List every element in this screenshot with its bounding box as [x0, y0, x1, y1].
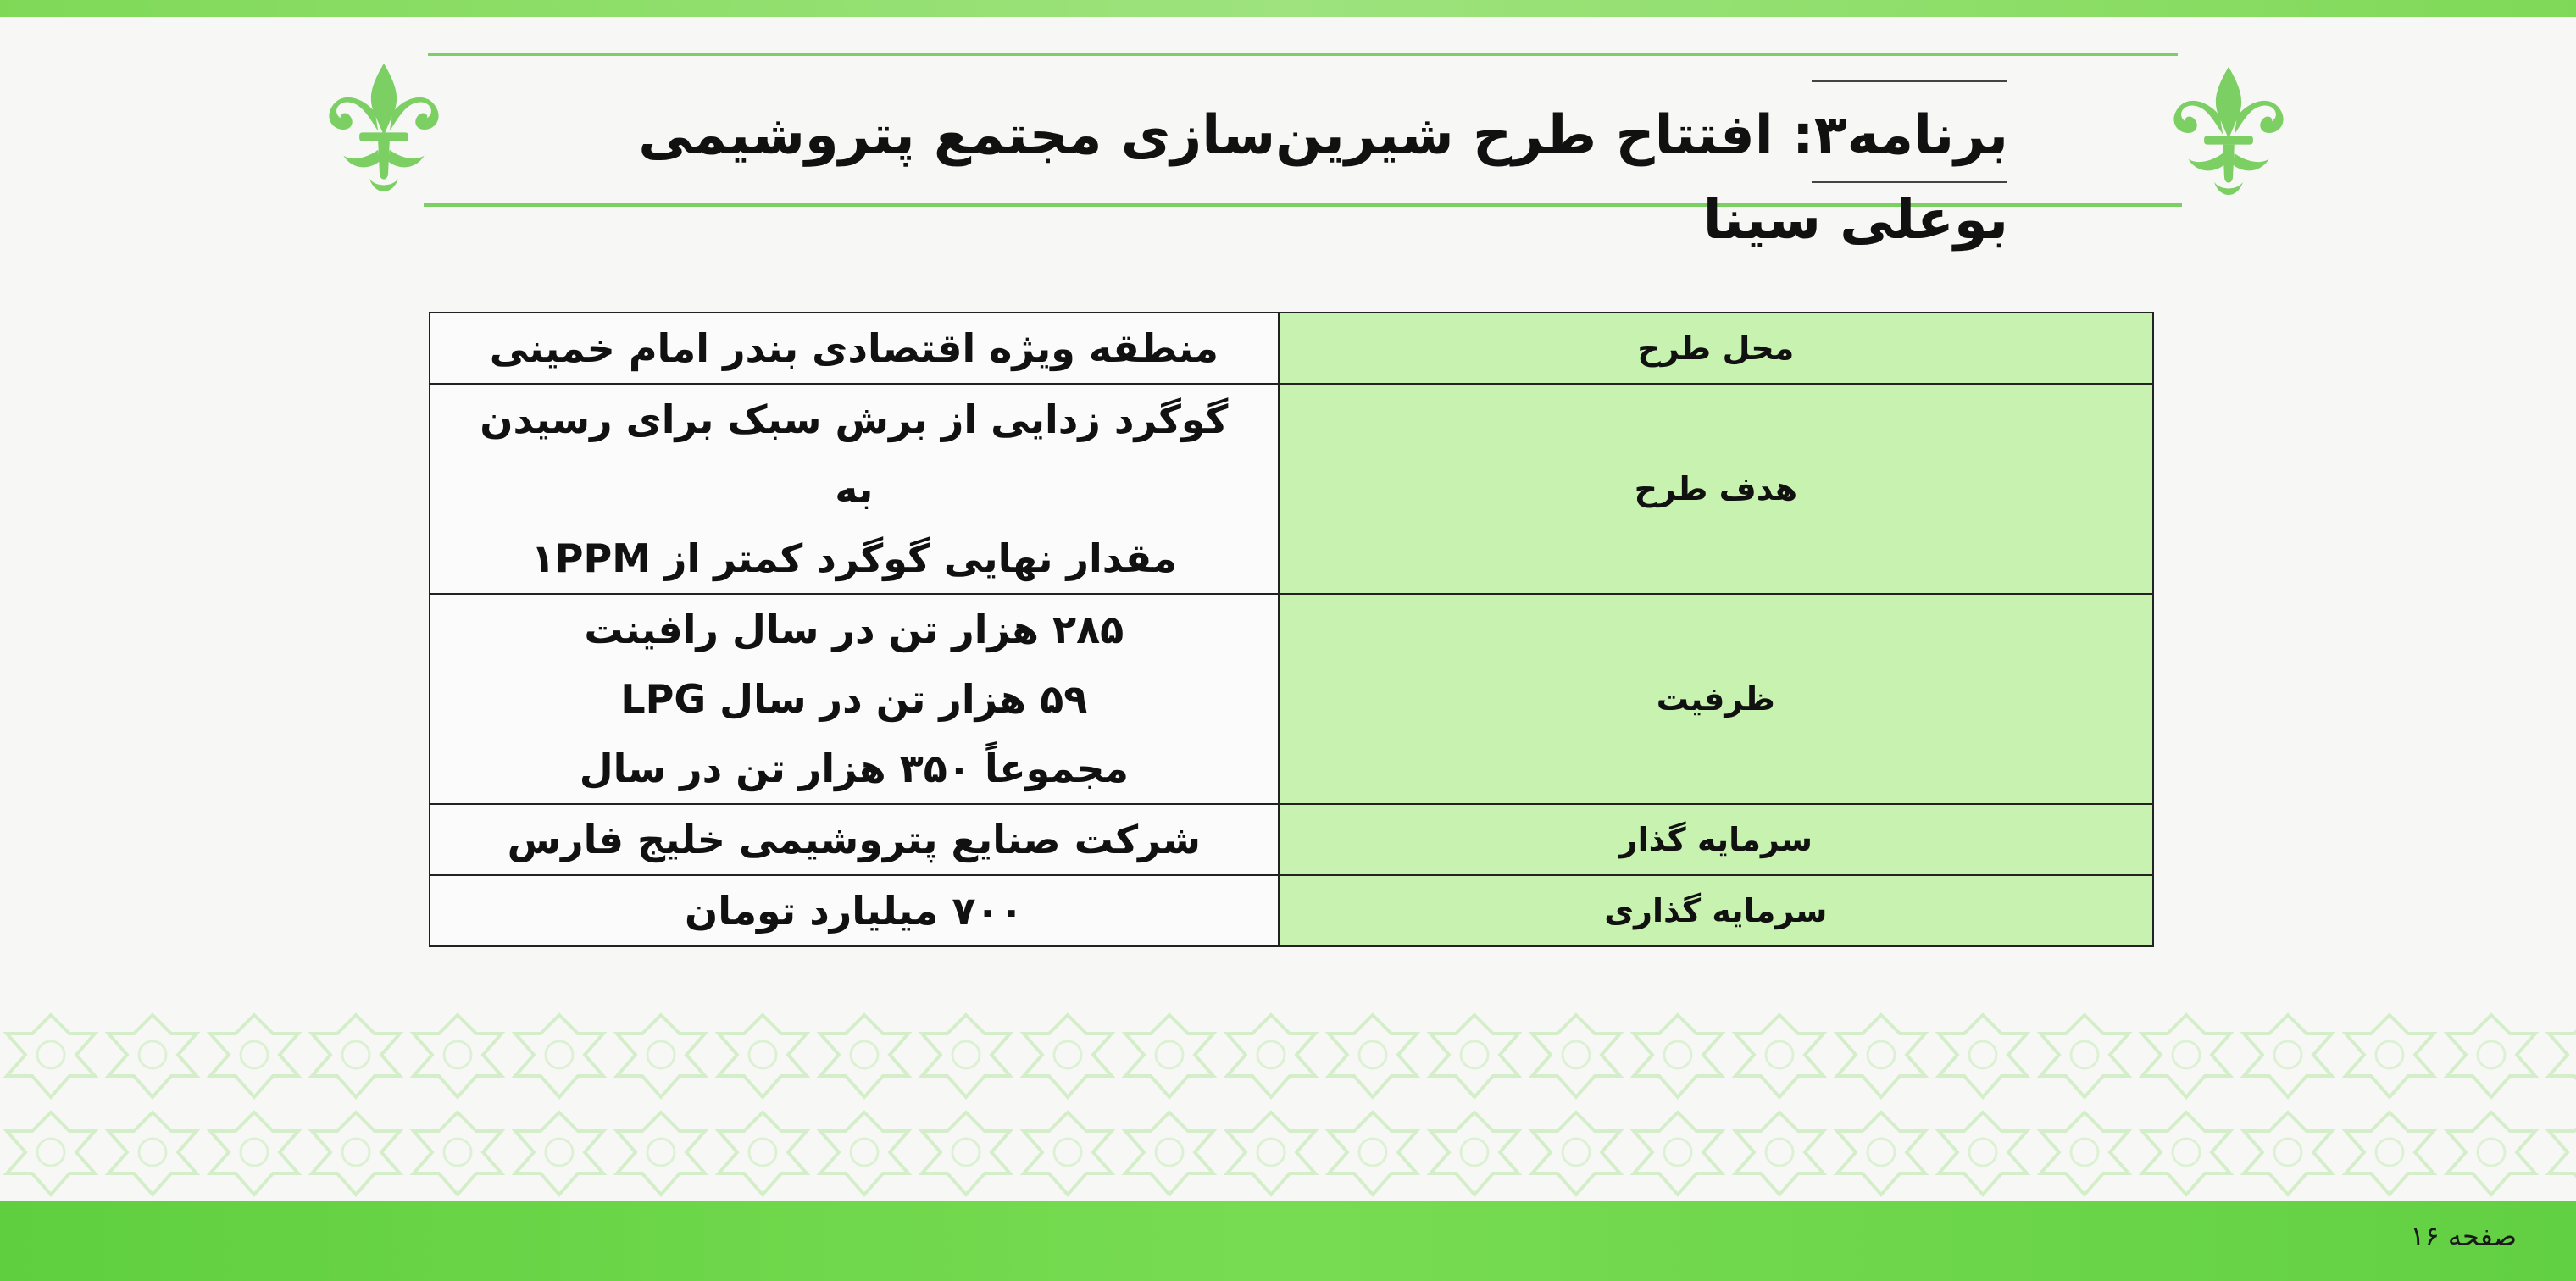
cell-text-line: شرکت صنایع پتروشیمی خلیج فارس — [507, 817, 1202, 862]
title-prefix-overline — [1812, 80, 2007, 82]
table-row — [430, 313, 2153, 384]
project-info-table — [429, 312, 2154, 934]
decorative-lattice-pattern — [0, 1008, 2576, 1203]
table-cell-value — [430, 875, 1279, 946]
fleur-de-lis-icon — [2157, 61, 2301, 205]
table-cell-label: محل طرح — [1279, 313, 2153, 384]
footer-bar — [0, 1201, 2576, 1281]
table-row — [430, 875, 2153, 946]
table-row — [430, 594, 2153, 804]
table-cell-value — [430, 313, 1279, 384]
table-row — [430, 804, 2153, 875]
top-accent-bar — [0, 0, 2576, 17]
page-title: برنامه۳: افتتاح طرح شیرین‌سازی مجتمع پتروشیمی بوعلی سینا — [638, 104, 2008, 252]
cell-text-line: ۲۸۵ هزار تن در سال رافینت — [584, 607, 1124, 652]
page-number: صفحه ۱۶ — [2410, 1220, 2517, 1252]
table-row — [430, 384, 2153, 594]
cell-text-line: گوگرد زدایی از برش سبک برای رسیدن به — [480, 396, 1229, 512]
cell-text-line: ۷۰۰ میلیارد تومان — [685, 888, 1024, 934]
table-cell-label: ظرفیت — [1279, 594, 2153, 804]
table-cell-label: سرمایه گذاری — [1279, 875, 2153, 946]
cell-text-line: منطقه ویژه اقتصادی بندر امام خمینی — [489, 325, 1219, 371]
cell-text-line: مقدار نهایی گوگرد کمتر از ۱PPM — [530, 535, 1177, 581]
table-cell-value — [430, 594, 1279, 804]
title-top-rule — [428, 53, 2178, 56]
cell-text-line: مجموعاً ۳۵۰ هزار تن در سال — [579, 746, 1129, 791]
cell-text-line: ۵۹ هزار تن در سال LPG — [620, 676, 1088, 722]
table-cell-label: سرمایه گذار — [1279, 804, 2153, 875]
table-cell-value — [430, 384, 1279, 594]
table-cell-label: هدف طرح — [1279, 384, 2153, 594]
fleur-de-lis-icon — [312, 58, 456, 202]
table-cell-value — [430, 804, 1279, 875]
